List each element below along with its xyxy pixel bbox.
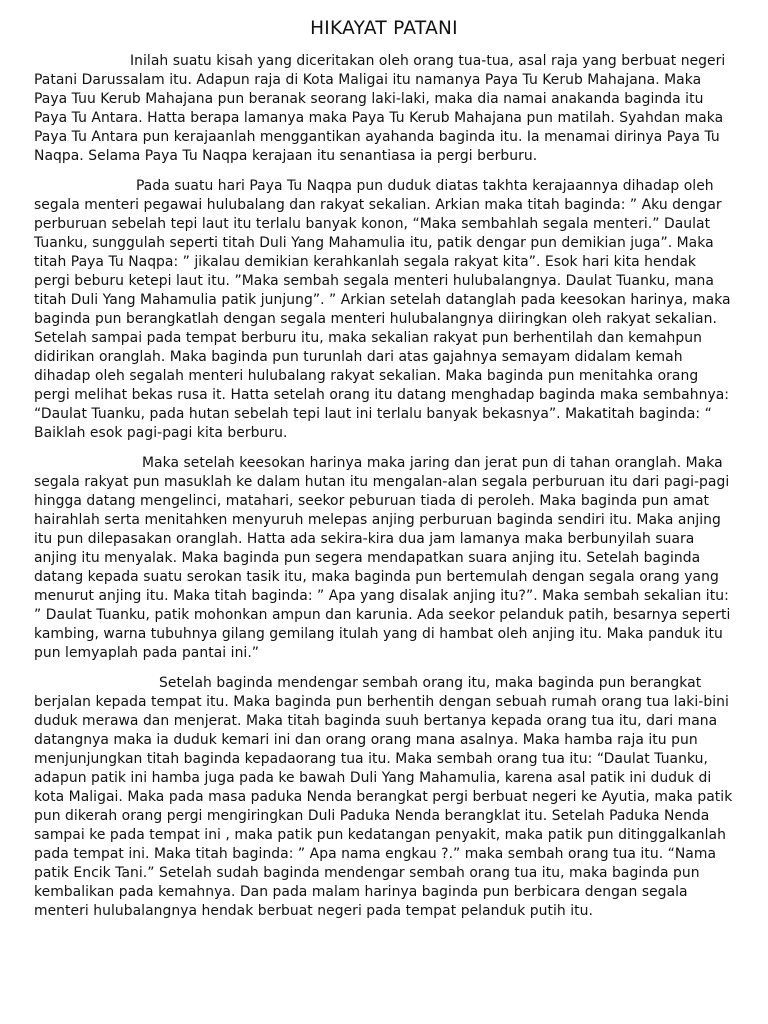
document-body	[34, 52, 734, 932]
paragraph-4	[34, 674, 734, 921]
paragraph-text: Inilah suatu kisah yang diceritakan oleh orang tua-tua, asal raja yang berbuat negeri Patani Darussalam itu. Adapun raja di Kota Maligai itu namanya Paya Tu Kerub Mahajana. Maka Paya Tuu Kerub Mahajana pun beranak seorang laki-laki, maka dia namai anakanda baginda itu Paya Tu Antara. Hatta berapa lamanya maka Paya Tu Kerub Mahajana pun matilah. Syahdan maka Paya Tu Antara pun kerajaanlah menggantikan ayahanda baginda itu. Ia menamai dirinya Paya Tu Naqpa. Selama Paya Tu Naqpa kerajaan itu senantiasa ia pergi berburu.	[34, 53, 726, 164]
paragraph-3	[34, 454, 734, 663]
paragraph-text: Maka setelah keesokan harinya maka jaring dan jerat pun di tahan oranglah. Maka segala rakyat pun masuklah ke dalam hutan itu mengalan-alan segala perburuan itu dari pagi-pagi hingga datang mengelinci, matahari, seekor peburuan tiada di peroleh. Maka baginda pun amat hairahlah serta menitahken menyuruh melepas anjing perburuan baginda sendiri itu. Maka anjing itu pun dilepasakan oranglah. Hatta ada sekira-kira dua jam lamanya maka berbunyilah suara anjing itu menyalak. Maka baginda pun segera mendapatkan suara anjing itu. Setelah baginda datang kepada suatu serokan tasik itu, maka baginda pun bertemulah dengan segala orang yang menurut anjing itu. Maka titah baginda: ” Apa yang disalak anjing itu?”. Maka sembah sekalian itu: ” Daulat Tuanku, patik mohonkan ampun dan karunia. Ada seekor pelanduk patih, besarnya seperti kambing, warna tubuhnya gilang gemilang itulah yang di hambat oleh anjing itu. Maka panduk itu pun lemyaplah pada pantai ini.”	[34, 455, 731, 661]
paragraph-1	[34, 52, 734, 166]
document-title: HIKAYAT PATANI	[310, 18, 458, 39]
paragraph-text: Setelah baginda mendengar sembah orang itu, maka baginda pun berangkat berjalan kepada tempat itu. Maka baginda pun berhentih dengan sebuah rumah orang tua laki-bini duduk merawa dan menjerat. Maka titah baginda suuh bertanya kepada orang tua itu, dari mana datangnya maka ia duduk kemari ini dan orang orang mana asalnya. Maka hamba raja itu pun menjunjungkan titah baginda kepadaorang tua itu. Maka sembah orang tua itu: “Daulat Tuanku, adapun patik ini hamba juga pada ke bawah Duli Yang Mahamulia, karena asal patik ini duduk di kota Maligai. Maka pada masa paduka Nenda berangkat pergi berbuat negeri ke Ayutia, maka patik pun dikerah orang pergi mengiringkan Duli Paduka Nenda berangklat itu. Setelah Paduka Nenda sampai ke pada tempat ini , maka patik pun kedatangan penyakit, maka patik pun ditinggalkanlah pada tempat ini. Maka titah baginda: ” Apa nama engkau ?.” maka sembah orang tua itu. “Nama patik Encik Tani.” Setelah sudah baginda mendengar sembah orang tua itu, maka baginda pun kembalikan pada kemahnya. Dan pada malam harinya baginda pun berbicara dengan segala menteri hulubalangnya hendak berbuat negeri pada tempat pelanduk putih itu.	[34, 675, 733, 919]
paragraph-2	[34, 177, 734, 443]
paragraph-text: Pada suatu hari Paya Tu Naqpa pun duduk diatas takhta kerajaannya dihadap oleh segala menteri pegawai hulubalang dan rakyat sekalian. Arkian maka titah baginda: ” Aku dengar perburuan sebelah tepi laut itu terlalu banyak konon, “Maka sembahlah segala menteri.” Daulat Tuanku, sunggulah seperti titah Duli Yang Mahamulia itu, patik dengar pun demikian juga”. Maka titah Paya Tu Naqpa: ” jikalau demikian kerahkanlah segala rakyat kita”. Esok hari kita hendak pergi beburu ketepi laut itu. ”Maka sembah segala menteri hulubalangnya. Daulat Tuanku, mana titah Duli Yang Mahamulia patik junjung”. ” Arkian setelah datanglah pada keesokan harinya, maka baginda pun berangkatlah dengan segala menteri hulubalangnya diiringkan oleh rakyat sekalian. Setelah sampai pada tempat berburu itu, maka sekalian rakyat pun berhentilah dan kemahpun didirikan oranglah. Maka baginda pun turunlah dari atas gajahnya semayam didalam kemah dihadap oleh segalah menteri hulubalang rakyat sekalian. Maka baginda pun menitahka orang pergi melihat bekas rusa it. Hatta setelah orang itu datang menghadap baginda maka sembahnya: “Daulat Tuanku, pada hutan sebelah tepi laut ini terlalu banyak bekasnya”. Makatitah baginda: “ Baiklah esok pagi-pagi kita berburu.	[34, 178, 731, 441]
